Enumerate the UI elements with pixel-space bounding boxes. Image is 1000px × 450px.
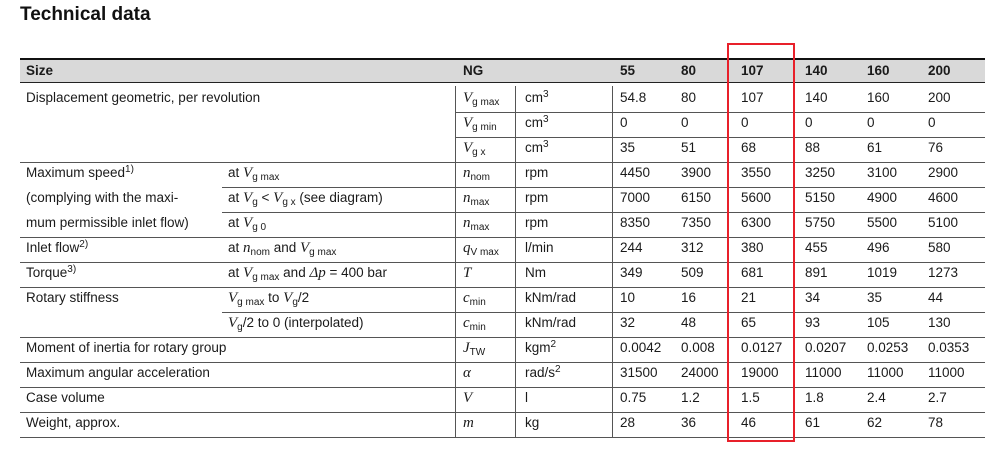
value-160: 496 [867,240,890,255]
value-140: 11000 [805,365,842,380]
condition-2-subscript: g [292,297,298,308]
value-160: 4900 [867,190,898,205]
row-symbol [463,390,472,406]
row-unit [525,215,548,231]
value-55: 7000 [620,190,651,205]
row-symbol [463,290,486,306]
row-label [26,415,120,431]
value-80: 48 [681,315,697,330]
footnote-marker: 3) [67,264,77,275]
value-107: 68 [741,140,757,155]
ng-symbol: J [463,340,470,356]
row-symbol [463,215,489,231]
group-separator [20,237,985,238]
value-107: 19000 [741,365,779,380]
value-140: 0 [805,115,813,130]
row-unit [525,340,556,356]
value-160: 105 [867,315,890,330]
footnote-marker: 2) [79,239,89,250]
row-label-text: Rotary stiffness [26,290,119,305]
value-140: 140 [805,90,828,105]
value-55: 31500 [620,365,658,380]
value-80: 80 [681,90,697,105]
value-160: 11000 [867,365,904,380]
ng-symbol: n [463,190,471,206]
value-200: 44 [928,290,944,305]
ng-symbol: V [463,390,473,406]
unit-exponent: 3 [543,89,549,100]
row-unit [525,390,528,406]
row-unit [525,190,548,206]
condition-suffix: /2 [297,290,310,305]
row-label [26,365,210,381]
value-160: 2.4 [867,390,886,405]
unit-text: rpm [525,190,549,205]
row-unit [525,90,549,106]
group-separator [20,162,985,163]
value-107: 107 [741,90,764,105]
value-55: 35 [620,140,636,155]
ng-symbol: T [463,265,472,281]
value-140: 61 [805,415,821,430]
header-size-107: 107 [741,63,764,78]
row-symbol [463,240,499,256]
row-unit [525,365,561,381]
value-55: 54.8 [620,90,647,105]
value-160: 3100 [867,165,898,180]
value-55: 0 [620,115,628,130]
condition-prefix: at [228,165,244,180]
condition-subscript: g 0 [252,222,267,233]
value-55: 349 [620,265,643,280]
value-55: 28 [620,415,636,430]
ng-symbol: V [463,115,473,131]
row-unit [525,315,576,331]
value-107: 380 [741,240,764,255]
ng-symbol: n [463,215,471,231]
row-symbol [463,190,489,206]
row-symbol [463,140,486,156]
ng-subscript: TW [469,347,486,358]
row-unit [525,240,554,256]
value-107: 6300 [741,215,772,230]
row-separator [222,212,985,213]
value-107: 0 [741,115,749,130]
value-160: 0 [867,115,875,130]
value-140: 1.8 [805,390,824,405]
ng-subscript: g max [472,97,500,108]
unit-exponent: 3 [543,139,549,150]
group-separator [20,387,985,388]
table-header [20,60,985,83]
row-label [26,90,260,106]
group-separator [20,287,985,288]
row-symbol [463,340,485,356]
condition-mid: to [264,290,284,305]
value-200: 2900 [928,165,959,180]
row-unit [525,265,546,281]
column-divider-unit [515,86,516,437]
unit-exponent: 3 [543,114,549,125]
row-label [26,340,226,356]
ng-symbol: V [463,140,473,156]
value-80: 1.2 [681,390,700,405]
unit-text: kgm [525,340,551,355]
ng-symbol: m [463,415,474,431]
value-55: 0.0042 [620,340,662,355]
row-label-text: Case volume [26,390,105,405]
value-140: 5150 [805,190,836,205]
row-separator [222,187,985,188]
condition-2-symbol: V [300,240,310,256]
row-label-text: Weight, approx. [26,415,121,430]
unit-exponent: 2 [555,364,561,375]
ng-symbol: n [463,165,471,181]
value-200: 11000 [928,365,965,380]
ng-subscript: g min [472,122,497,133]
row-label-text: mum permissible inlet flow) [26,215,189,230]
value-107: 0.0127 [741,340,783,355]
value-80: 7350 [681,215,712,230]
unit-text: kg [525,415,540,430]
ng-subscript: max [470,222,490,233]
row-unit [525,165,548,181]
row-condition [228,265,387,281]
value-140: 3250 [805,165,836,180]
condition-symbol: V [243,165,253,181]
unit-text: kNm/rad [525,315,577,330]
value-80: 3900 [681,165,712,180]
header-size-80: 80 [681,63,697,78]
condition-prefix: at [228,190,244,205]
value-200: 5100 [928,215,959,230]
unit-text: cm [525,140,543,155]
row-label-text: Displacement geometric, per revolution [26,90,261,105]
ng-symbol: V [463,90,473,106]
highlight-box-size-107 [727,43,795,442]
header-size-140: 140 [805,63,828,78]
row-unit [525,290,576,306]
ng-subscript: max [470,197,490,208]
value-200: 130 [928,315,951,330]
page-title: Technical data [20,4,151,25]
condition-subscript: g [252,197,258,208]
unit-text: l/min [525,240,554,255]
unit-text: l [525,390,528,405]
ng-subscript: min [469,297,486,308]
value-55: 8350 [620,215,651,230]
value-80: 0.008 [681,340,715,355]
condition-symbol: n [243,240,251,256]
value-160: 0.0253 [867,340,909,355]
unit-text: Nm [525,265,546,280]
value-200: 2.7 [928,390,947,405]
row-symbol [463,90,499,106]
condition-prefix: at [228,265,244,280]
condition-mid: and [269,240,300,255]
value-200: 200 [928,90,951,105]
value-80: 51 [681,140,697,155]
value-80: 16 [681,290,697,305]
value-55: 244 [620,240,643,255]
condition-symbol: V [228,290,238,306]
value-55: 4450 [620,165,651,180]
condition-suffix: (see diagram) [295,190,383,205]
row-condition [228,290,309,306]
unit-text: kNm/rad [525,290,577,305]
value-200: 76 [928,140,944,155]
value-80: 312 [681,240,704,255]
group-separator [20,262,985,263]
row-label [26,240,88,256]
row-label [26,390,105,406]
value-107: 65 [741,315,757,330]
row-symbol [463,315,486,331]
condition-subscript: g max [237,297,265,308]
value-140: 34 [805,290,821,305]
row-symbol [463,265,471,281]
value-140: 88 [805,140,821,155]
row-unit [525,115,549,131]
condition-suffix: = 400 bar [325,265,387,280]
condition-subscript: g max [252,272,280,283]
unit-text: cm [525,90,543,105]
row-label-text: Torque [26,265,68,280]
row-label-text: Maximum angular acceleration [26,365,210,380]
value-140: 0.0207 [805,340,847,355]
row-symbol [463,115,497,131]
value-107: 5600 [741,190,772,205]
unit-text: cm [525,115,543,130]
row-label [26,265,76,281]
value-80: 36 [681,415,697,430]
condition-mid: and [279,265,310,280]
condition-subscript: nom [250,247,270,258]
group-separator [20,362,985,363]
ng-subscript: nom [470,172,490,183]
condition-2-symbol: V [273,190,283,206]
value-140: 93 [805,315,821,330]
row-label [26,215,189,231]
value-160: 62 [867,415,883,430]
row-label [26,190,178,206]
value-140: 891 [805,265,828,280]
row-label-text: Moment of inertia for rotary group [26,340,227,355]
condition-2-symbol: Δp [309,265,326,281]
condition-prefix: at [228,240,244,255]
header-size: Size [26,63,54,78]
condition-suffix: /2 to 0 (interpolated) [242,315,364,330]
value-80: 0 [681,115,689,130]
header-size-55: 55 [620,63,636,78]
header-ng: NG [463,63,484,78]
row-condition [228,240,336,256]
unit-text: rpm [525,215,549,230]
condition-subscript: g max [252,172,280,183]
row-separator [455,137,985,138]
row-unit [525,415,539,431]
row-symbol [463,165,490,181]
condition-2-symbol: V [283,290,293,306]
value-55: 0.75 [620,390,647,405]
value-107: 3550 [741,165,772,180]
value-160: 61 [867,140,883,155]
header-size-200: 200 [928,63,951,78]
ng-symbol: α [463,365,471,381]
value-107: 1.5 [741,390,760,405]
ng-subscript: V max [470,247,499,258]
header-size-160: 160 [867,63,890,78]
unit-exponent: 2 [550,339,557,350]
row-condition [228,315,364,331]
row-separator [222,312,985,313]
row-condition [228,165,279,181]
condition-subscript: g [237,322,243,333]
value-160: 160 [867,90,890,105]
value-160: 35 [867,290,883,305]
value-200: 4600 [928,190,959,205]
unit-text: rpm [525,165,549,180]
row-symbol [463,365,471,381]
value-107: 46 [741,415,757,430]
ng-symbol: c [463,315,470,331]
ng-subscript: min [469,322,486,333]
row-label-text: Inlet flow [26,240,80,255]
value-107: 681 [741,265,764,280]
condition-symbol: V [243,190,253,206]
value-80: 24000 [681,365,719,380]
table-bottom-rule [20,437,985,438]
row-condition [228,215,266,231]
value-140: 455 [805,240,828,255]
ng-subscript: g x [472,147,486,158]
condition-prefix: at [228,215,244,230]
value-55: 10 [620,290,636,305]
row-label [26,165,134,181]
ng-symbol: q [463,240,471,256]
condition-mid: < [257,190,274,205]
value-80: 509 [681,265,704,280]
row-symbol [463,415,474,431]
ng-symbol: c [463,290,470,306]
row-label-text: (complying with the maxi- [26,190,179,205]
row-label-text: Maximum speed [26,165,126,180]
value-140: 5750 [805,215,836,230]
value-160: 5500 [867,215,898,230]
unit-text: rad/s [525,365,556,380]
value-200: 78 [928,415,944,430]
row-condition [228,190,383,206]
condition-symbol: V [243,265,253,281]
value-80: 6150 [681,190,712,205]
column-divider-values [612,86,613,437]
value-55: 32 [620,315,636,330]
value-200: 0 [928,115,936,130]
condition-symbol: V [228,315,238,331]
condition-symbol: V [243,215,253,231]
row-unit [525,140,549,156]
row-separator [455,112,985,113]
value-200: 1273 [928,265,959,280]
group-separator [20,337,985,338]
value-107: 21 [741,290,757,305]
group-separator [20,412,985,413]
condition-2-subscript: g x [282,197,296,208]
condition-2-subscript: g max [309,247,337,258]
value-160: 1019 [867,265,898,280]
footnote-marker: 1) [125,164,134,175]
column-divider-ng [455,86,456,437]
row-label [26,290,119,306]
value-200: 0.0353 [928,340,970,355]
value-200: 580 [928,240,951,255]
